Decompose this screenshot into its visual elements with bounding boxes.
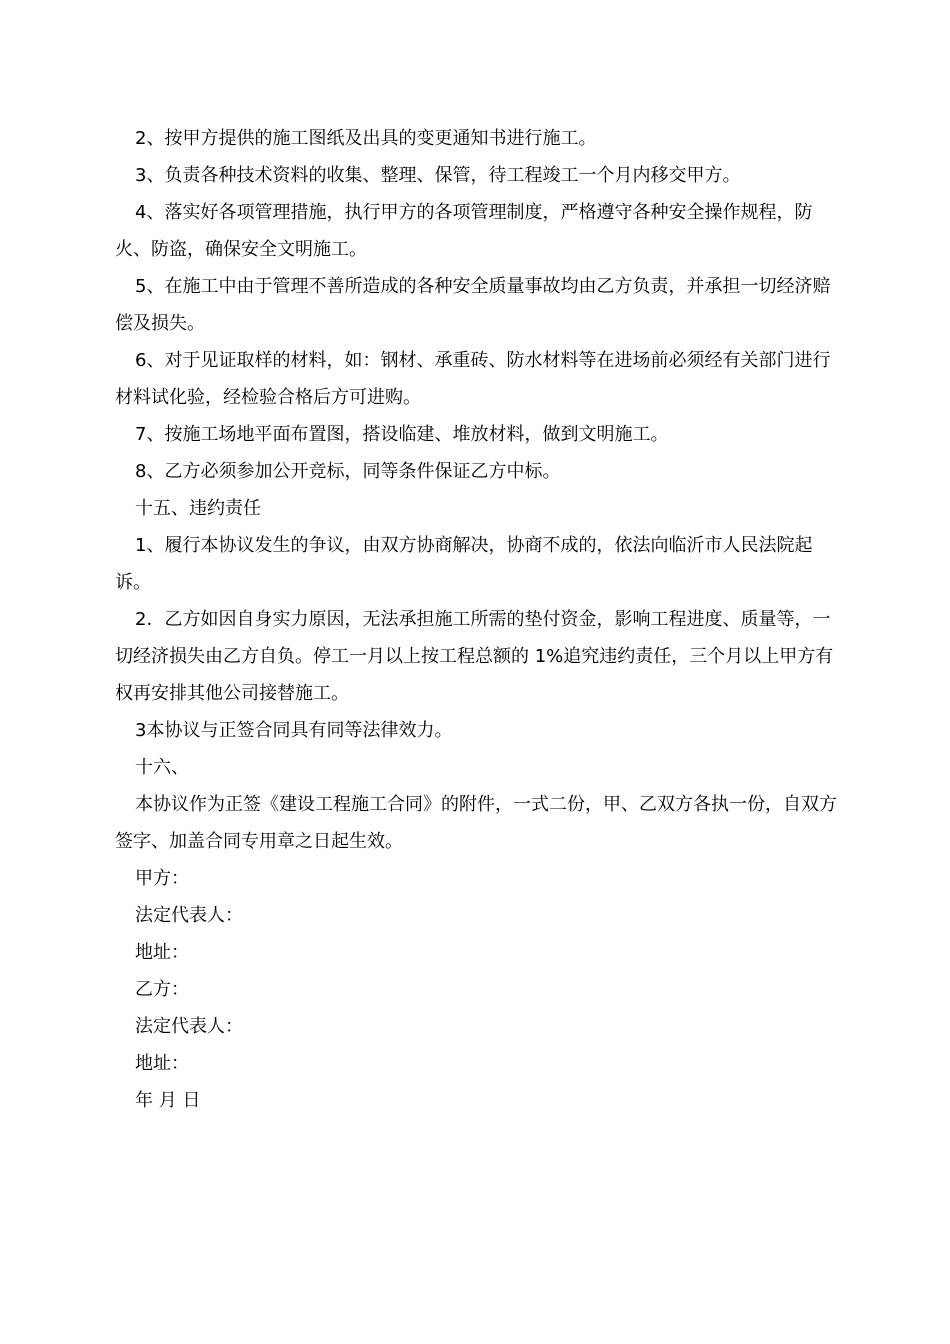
effectiveness-clause: 本协议作为正签《建设工程施工合同》的附件，一式二份，甲、乙双方各执一份，自双方签字、加盖合同专用章之日起生效。 — [115, 794, 837, 852]
breach-clause-2: 2．乙方如因自身实力原因，无法承担施工所需的垫付资金，影响工程进度、质量等，一切经济损失由乙方自负。停工一月以上按工程总额的 1%追究违约责任，三个月以上甲方有权再安排其他公司接替施工。 — [115, 609, 834, 704]
clause-3: 3、负责各种技术资料的收集、整理、保管，待工程竣工一个月内移交甲方。 — [135, 165, 741, 186]
clause-6: 6、对于见证取样的材料，如：钢材、承重砖、防水材料等在进场前必须经有关部门进行材料试化验，经检验合格后方可进购。 — [115, 350, 831, 408]
section-heading-15: 十五、违约责任 — [135, 498, 261, 519]
clause-4: 4、落实好各项管理措施，执行甲方的各项管理制度，严格遵守各种安全操作规程，防火、防盗，确保安全文明施工。 — [115, 202, 813, 260]
document-body — [115, 120, 845, 1119]
section-heading-16: 十六、 — [135, 757, 189, 778]
breach-clause-3: 3本协议与正签合同具有同等法律效力。 — [135, 720, 453, 741]
party-a-label: 甲方： — [135, 868, 189, 889]
clause-8: 8、乙方必须参加公开竞标，同等条件保证乙方中标。 — [135, 461, 561, 482]
clause-7: 7、按施工场地平面布置图，搭设临建、堆放材料，做到文明施工。 — [135, 424, 669, 445]
clause-5: 5、在施工中由于管理不善所造成的各种安全质量事故均由乙方负责，并承担一切经济赔偿及损失。 — [115, 276, 831, 334]
breach-clause-1: 1、履行本协议发生的争议，由双方协商解决，协商不成的，依法向临沂市人民法院起诉。 — [115, 535, 813, 593]
party-b-address-label: 地址： — [135, 1053, 189, 1074]
party-b-label: 乙方： — [135, 979, 189, 1000]
party-a-representative-label: 法定代表人： — [135, 905, 243, 926]
clause-2: 2、按甲方提供的施工图纸及出具的变更通知书进行施工。 — [135, 128, 597, 149]
party-b-representative-label: 法定代表人： — [135, 1016, 243, 1037]
date-line: 年 月 日 — [135, 1090, 201, 1111]
party-a-address-label: 地址： — [135, 942, 189, 963]
